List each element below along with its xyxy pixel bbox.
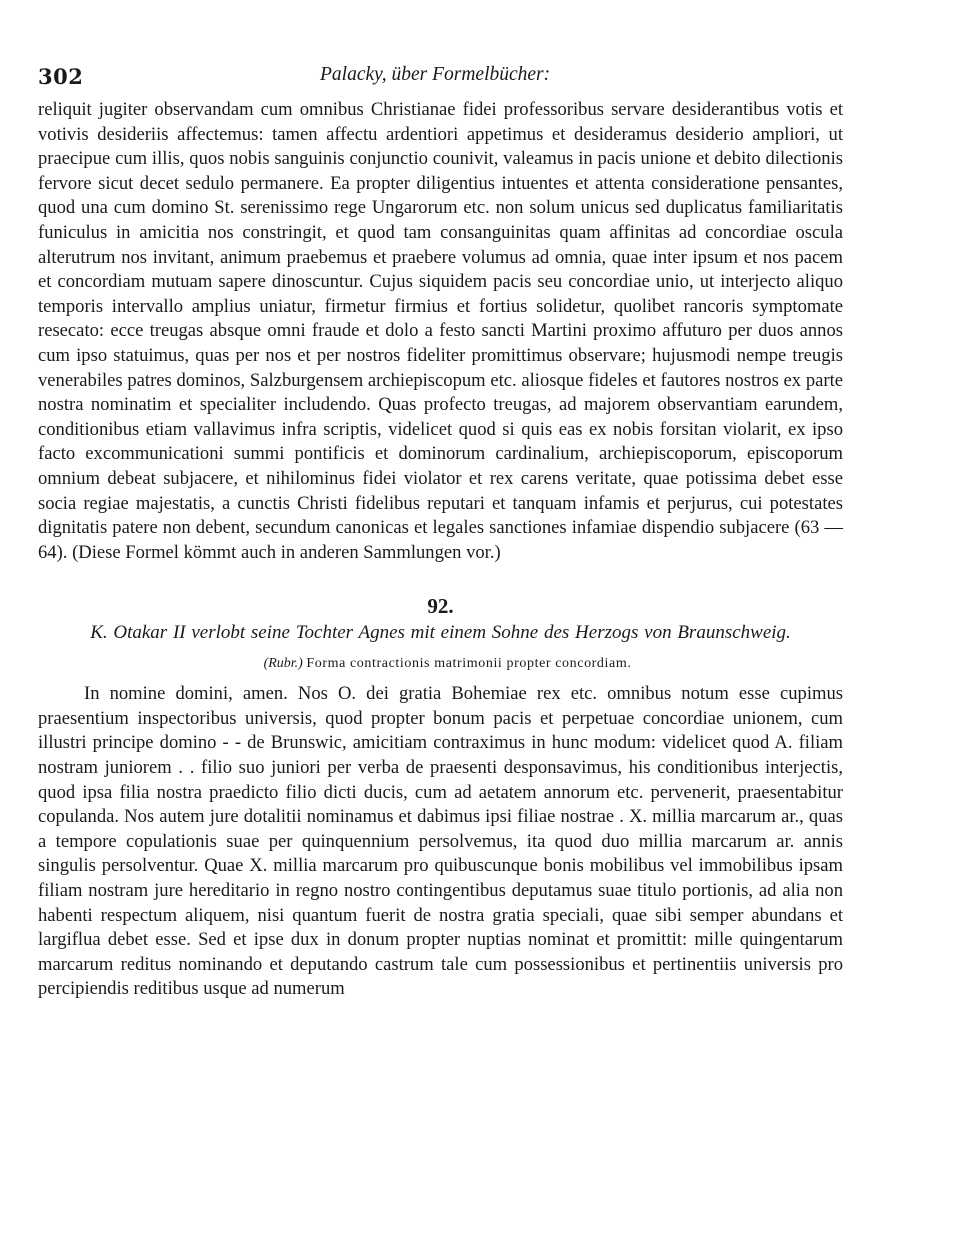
main-paragraph: In nomine domini, amen. Nos O. dei gratia Bohemiae rex etc. omnibus notum esse cupimus praesentium inspectoribus universis, quod propter bonum pacis et perpetuae concordiae unionem, cum illustri principe domino - - de Brunswic, amicitiam contraximus in hunc modum: videlicet quod A. filiam nostram juniorem . . filio suo juniori per verba de praesenti desponsavimus, his conditionibus interjectis, quod ipsa filia nostra praedicto filio dicti ducis, cum ad aetatem annorum etc. pervenerit, praesentabitur copulanda. Nos autem jure dotalitii nominamus et dabimus ipsi filiae nostrae . X. millia marcarum ar., quas a tempore copulationis suae per quinquennium persolvemus, ita quod duo millia marcarum ar. annis singulis persolventur. Quae X. millia marcarum pro quibuscunque bonis mobilibus vel immobilibus ipsam filiam nostram jure hereditario in regno nostro contingentibus deputamus suae titulo portionis, ad alia non habenti respectum aliquem, nisi quantum fuerit de nostra gratia speciali, quae sibi semper abundans et largiflua debet esse. Sed et ipse dux in donum propter nuptias nominat et promittit: mille quingentarum marcarum reditus nominando et deputando castrum tale cum possessionibus et pertinentiis universis pro percipiendis reditibus usque ad numerum xyxy=(38,683,843,1000)
running-head xyxy=(38,64,843,98)
section-title: K. Otakar II verlobt seine Tochter Agnes mit einem Sohne des Herzogs von Braunschweig. xyxy=(90,622,791,644)
running-title: Palacky, über Formelbücher: xyxy=(320,64,551,85)
document-page xyxy=(38,64,843,1002)
rubric xyxy=(38,654,843,674)
section-number: 92. xyxy=(427,594,454,619)
rubric-text: Forma contractionis matrimonii propter concordiam. xyxy=(306,656,632,672)
rubric-tag: (Rubr.) xyxy=(263,656,303,672)
page-number: 302 xyxy=(38,64,84,89)
continuation-paragraph: reliquit jugiter observandam cum omnibus Christianae fidei professoribus servare desiderantibus votis et votivis desideriis affectemus: tamen affectu ardentiori appetimus et desideramus desiderio ampliori, ut praecipue cum illis, quos nobis sanguinis conjunctio counivit, valeamus in pacis unione et debito dilectionis fervore sicut decet sedulo permanere. Ea propter diligentius intuentes et attenta consideratione pensantes, quod una cum domino St. serenissimo rege Ungarorum etc. non solum unicus sed duplicatus familiaritatis funiculus in amicitia nos constringit, et quod tam consanguinitas quam affinitas ad concordiae oscula alterutrum nos invitant, animum praebemus et praebere volumus ad omnia, quae inter ipsum et nos pacem et concordiam mutuam sapere dinoscuntur. Cujus siquidem pacis seu concordiae unio, ut interjecto aliquo temporis intervallo amplius uniatur, firmetur firmius et fortius solidetur, quolibet rancoris symptomate resecato: ecce treugas absque omni fraude et dolo a festo sancti Martini proximo affuturo per duos annos cum ipso statuimus, quas per nos et per nostros fideliter promittimus observare; hujusmodi nempe treugis venerabiles patres dominos, Salzburgensem archiepiscopum etc. aliosque fideles et fautores nostros ex parte nostra nominatim et specialiter includendo. Quas profecto treugas, ad majorem observantiam earundem, conditionibus etiam vallavimus infra scriptis, videlicet quod si quis eas ex nobis forsitan violarit, ex ipso facto excommunicationi summi pontificis et dominorum cardinalium, archiepiscoporum, episcoporum omnium debeat subjacere, et nihilominus fidei violator et rex carens veritate, quae potissima debet esse socia regiae majestatis, a cunctis Christi fidelibus reputari et tanquam infamis et perjurus, cui potestates dignitatis patere non debent, secundum canonicas et legales sanctiones infamiae dispendio subjacere (63 — 64). (Diese Formel kömmt auch in anderen Sammlungen vor.) xyxy=(38,99,843,563)
